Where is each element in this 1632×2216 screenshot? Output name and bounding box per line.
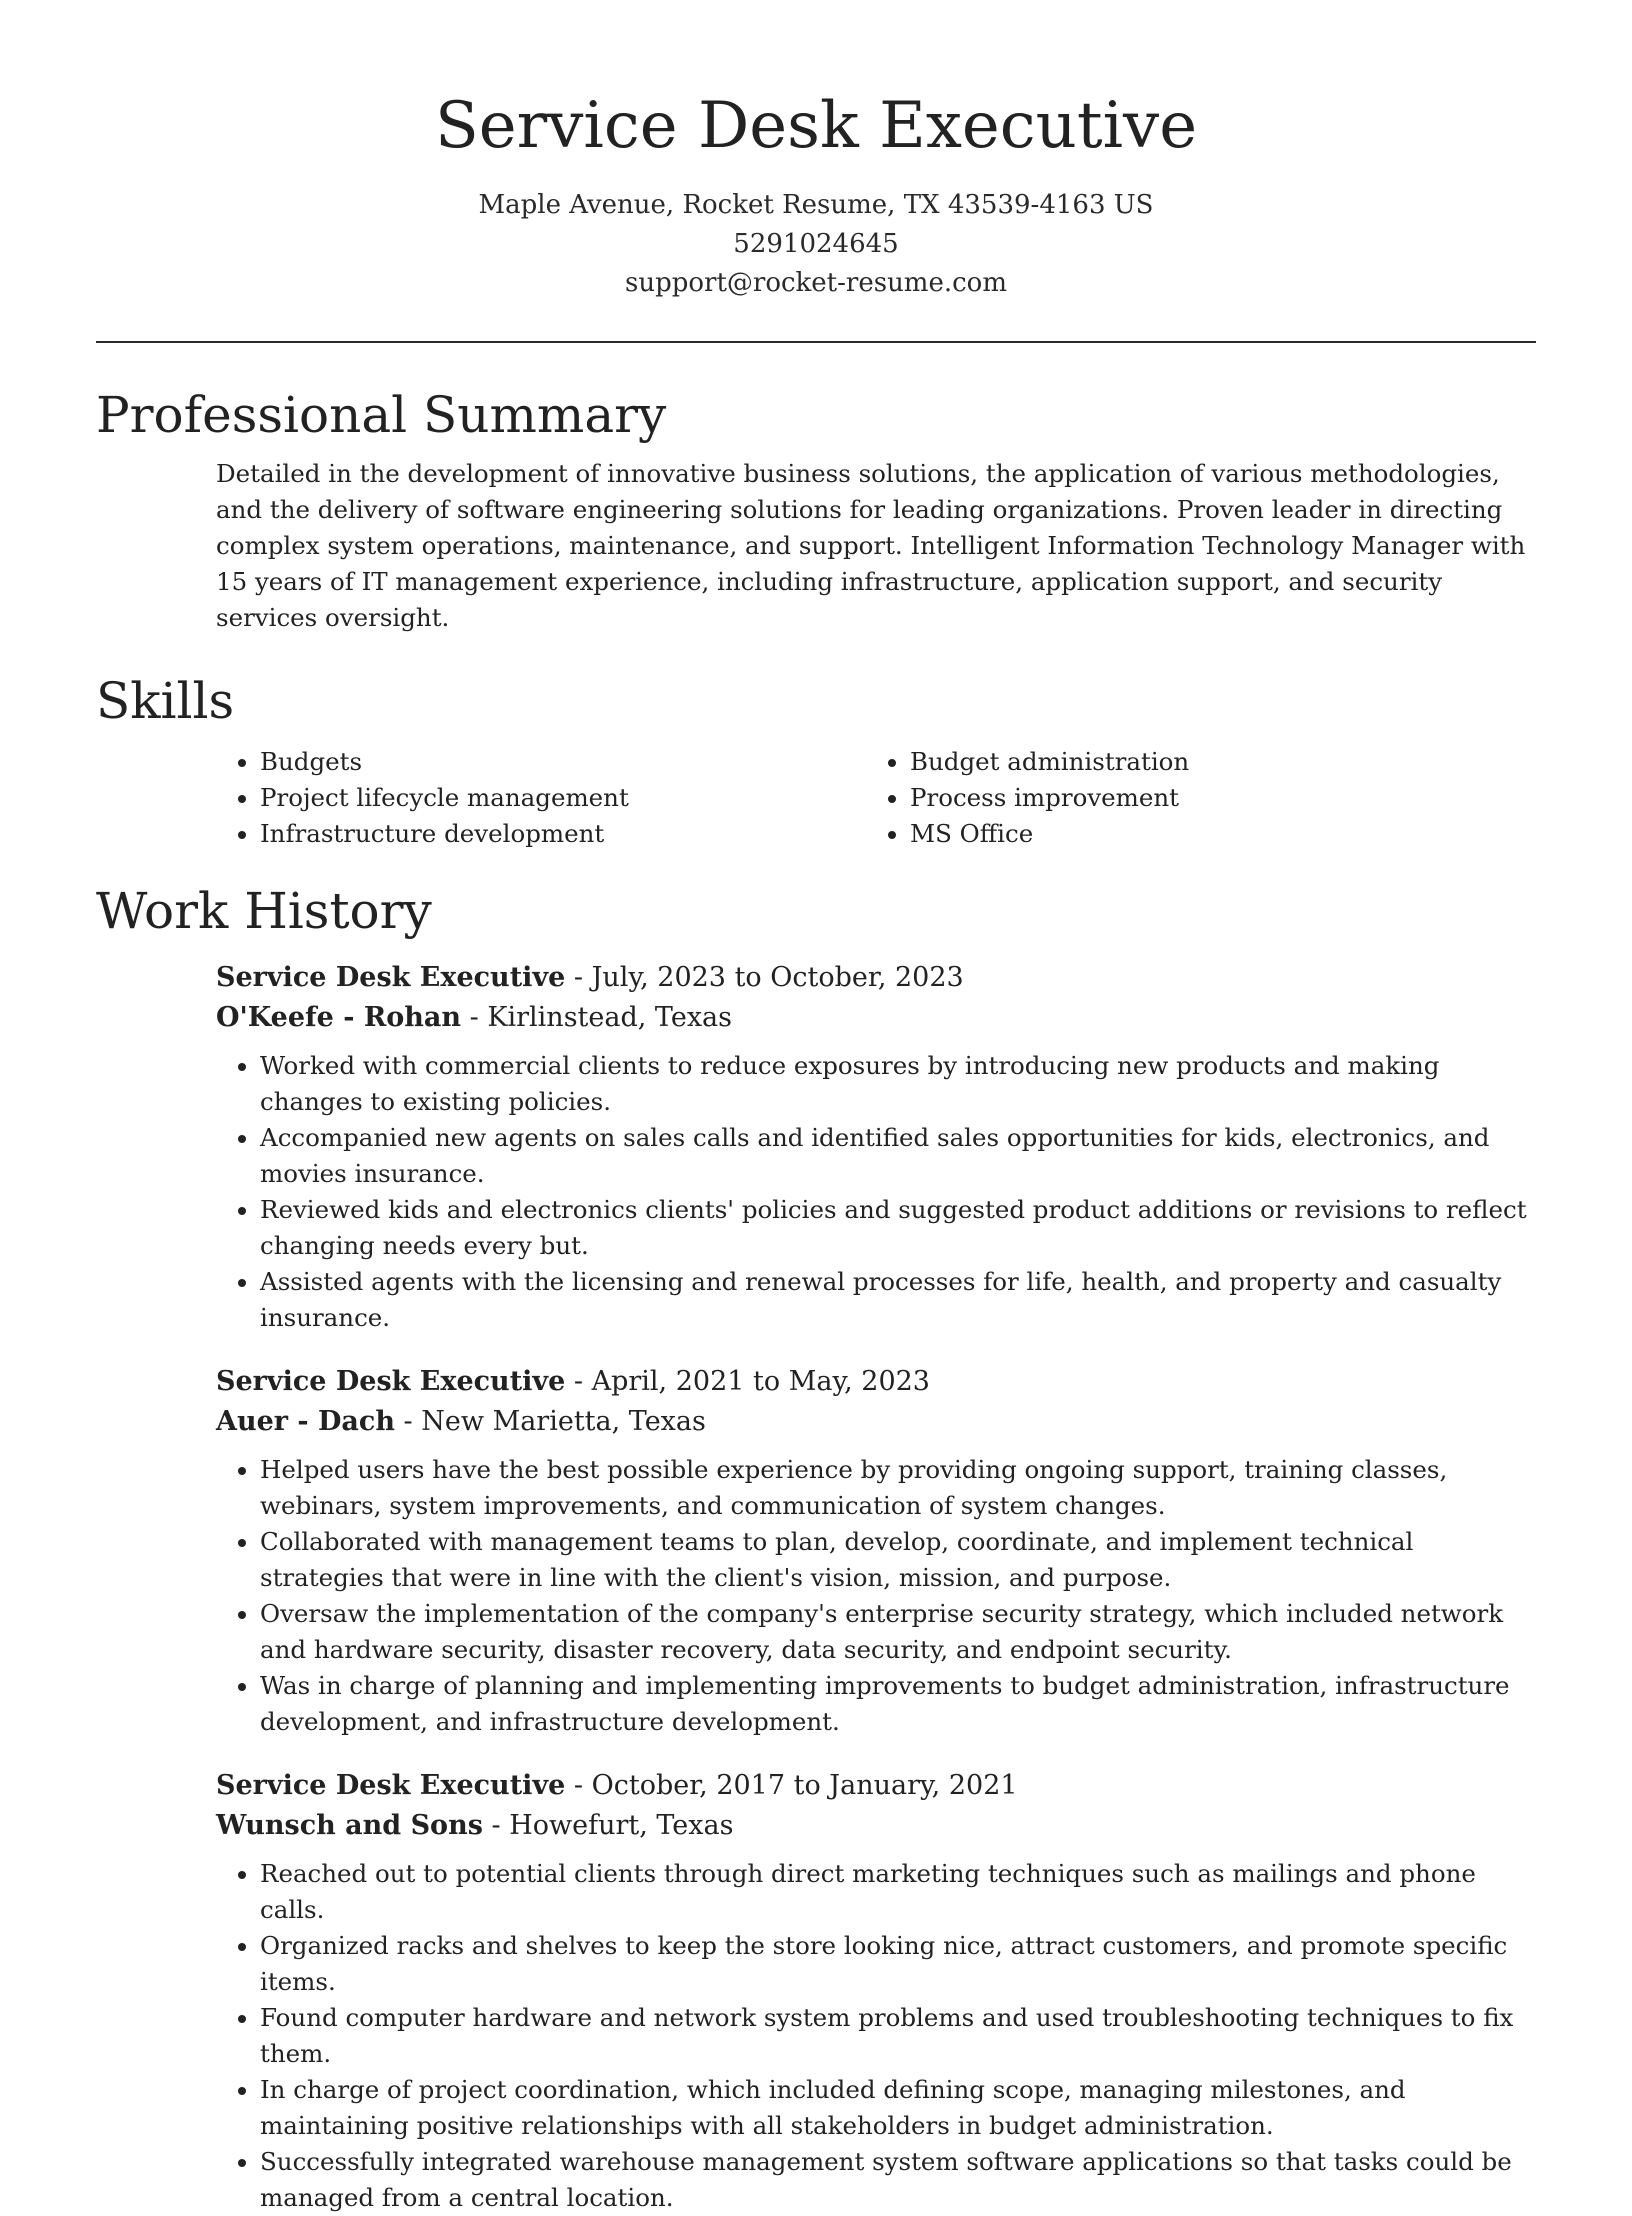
summary-title: Professional Summary xyxy=(96,386,667,444)
skills-column-left xyxy=(216,744,866,852)
resume-header xyxy=(0,0,1632,303)
job-location: Kirlinstead, Texas xyxy=(487,1002,733,1033)
job-title-line: Service Desk Executive - October, 2017 to January, 2021 xyxy=(216,1770,1018,1801)
job-bullet: • Organized racks and shelves to keep the store looking nice, attract customers, and promote specific items. xyxy=(260,1928,1536,2000)
job-company-line: Wunsch and Sons - Howefurt, Texas xyxy=(216,1810,734,1841)
work-history-title: Work History xyxy=(96,882,432,940)
job-bullets xyxy=(216,1048,1536,1336)
job-bullet: • Successfully integrated warehouse management system software applications so that tasks could be managed from a central location. xyxy=(260,2144,1536,2216)
header-divider xyxy=(96,341,1536,343)
job-bullet: • Was in charge of planning and implementing improvements to budget administration, infrastructure development, and infrastructure development. xyxy=(260,1668,1536,1740)
job-company-line: O'Keefe - Rohan - Kirlinstead, Texas xyxy=(216,1002,733,1033)
job-bullet: • Accompanied new agents on sales calls and identified sales opportunities for kids, electronics, and movies insurance. xyxy=(260,1120,1536,1192)
work-history-section xyxy=(96,874,1536,2216)
job-bullet: • In charge of project coordination, which included defining scope, managing milestones, and maintaining positive relationships with all stakeholders in budget administration. xyxy=(260,2072,1536,2144)
skill-item: • MS Office xyxy=(910,816,1516,852)
contact-email: support@rocket-resume.com xyxy=(624,268,1007,298)
skill-item: • Process improvement xyxy=(910,780,1516,816)
job-entry xyxy=(216,958,1536,1336)
contact-phone: 5291024645 xyxy=(733,229,899,259)
job-bullet: • Reached out to potential clients through direct marketing techniques such as mailings and phone calls. xyxy=(260,1856,1536,1928)
job-title-line: Service Desk Executive - April, 2021 to May, 2023 xyxy=(216,1366,930,1397)
job-bullets xyxy=(216,1856,1536,2216)
job-title: Service Desk Executive xyxy=(216,962,566,993)
job-company-line: Auer - Dach - New Marietta, Texas xyxy=(216,1406,706,1437)
contact-block xyxy=(0,186,1632,303)
job-bullet: • Found computer hardware and network system problems and used troubleshooting techniques to fix them. xyxy=(260,2000,1536,2072)
skills-grid xyxy=(216,744,1536,852)
skill-item: • Budget administration xyxy=(910,744,1516,780)
skill-item: • Budgets xyxy=(260,744,866,780)
job-bullet: • Helped users have the best possible experience by providing ongoing support, training classes, webinars, system improvements, and communication of system changes. xyxy=(260,1452,1536,1524)
candidate-name: Service Desk Executive xyxy=(434,89,1198,163)
contact-address: Maple Avenue, Rocket Resume, TX 43539-4163 US xyxy=(478,190,1154,220)
job-title: Service Desk Executive xyxy=(216,1770,566,1801)
summary-section xyxy=(96,378,1536,636)
job-bullet: • Collaborated with management teams to plan, develop, coordinate, and implement technical strategies that were in line with the client's vision, mission, and purpose. xyxy=(260,1524,1536,1596)
job-company: Wunsch and Sons xyxy=(216,1810,483,1841)
job-bullet: • Assisted agents with the licensing and renewal processes for life, health, and property and casualty insurance. xyxy=(260,1264,1536,1336)
summary-text: Detailed in the development of innovative business solutions, the application of various methodologies, and the delivery of software engineering solutions for leading organizations. Proven leader in directing complex system operations, maintenance, and support. Intelligent Information Technology Manager with 15 years of IT management experience, including infrastructure, application support, and security services oversight. xyxy=(216,459,1526,632)
skill-item: • Project lifecycle management xyxy=(260,780,866,816)
skills-section xyxy=(96,664,1536,852)
job-dates: October, 2017 to January, 2021 xyxy=(591,1770,1018,1801)
job-bullet: • Reviewed kids and electronics clients' policies and suggested product additions or revisions to reflect changing needs every but. xyxy=(260,1192,1536,1264)
job-location: Howefurt, Texas xyxy=(509,1810,734,1841)
job-dates: July, 2023 to October, 2023 xyxy=(591,962,964,993)
job-location: New Marietta, Texas xyxy=(421,1406,706,1437)
job-bullets xyxy=(216,1452,1536,1740)
skills-title: Skills xyxy=(96,672,235,730)
resume-content xyxy=(96,378,1536,2216)
job-bullet: • Worked with commercial clients to reduce exposures by introducing new products and making changes to existing policies. xyxy=(260,1048,1536,1120)
skills-column-right xyxy=(866,744,1516,852)
job-dates: April, 2021 to May, 2023 xyxy=(591,1366,930,1397)
job-entry xyxy=(216,1362,1536,1740)
job-bullet: • Oversaw the implementation of the company's enterprise security strategy, which included network and hardware security, disaster recovery, data security, and endpoint security. xyxy=(260,1596,1536,1668)
job-entry xyxy=(216,1766,1536,2216)
job-company: Auer - Dach xyxy=(216,1406,395,1437)
skill-item: • Infrastructure development xyxy=(260,816,866,852)
job-company: O'Keefe - Rohan xyxy=(216,1002,462,1033)
job-title-line: Service Desk Executive - July, 2023 to October, 2023 xyxy=(216,962,964,993)
job-title: Service Desk Executive xyxy=(216,1366,566,1397)
